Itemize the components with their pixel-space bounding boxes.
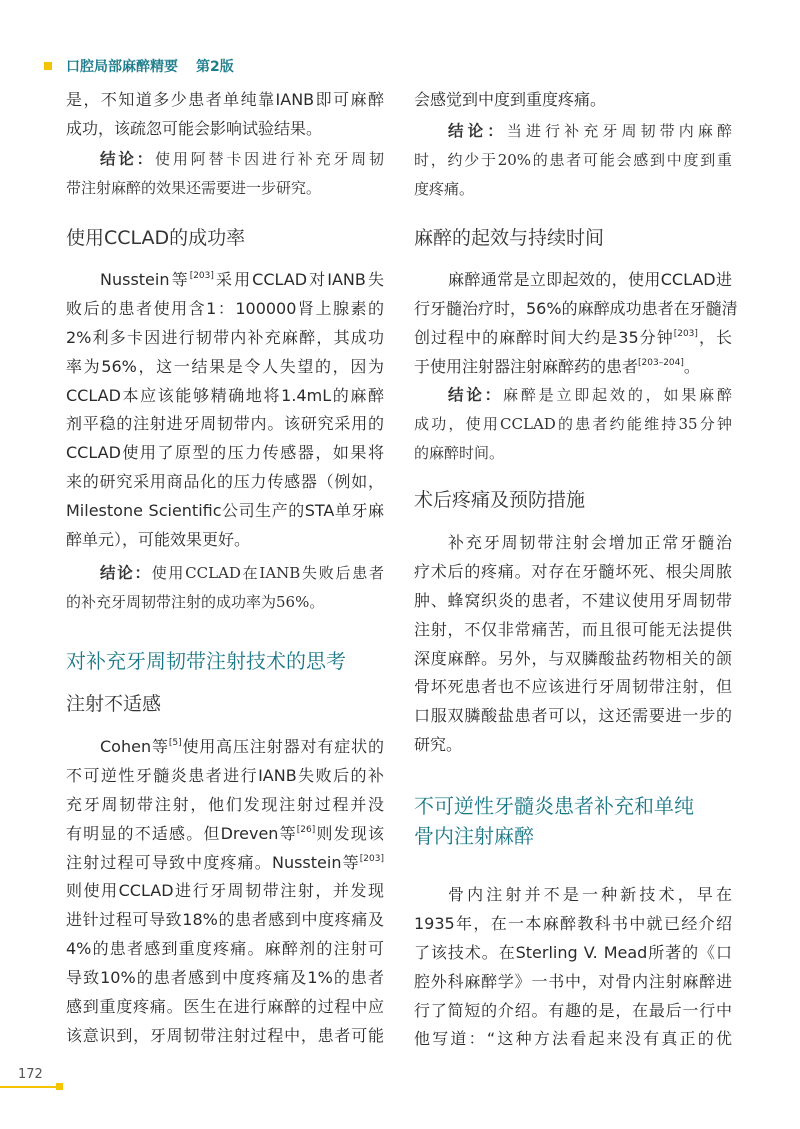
text-segment: 麻醉通常是立即起效的，使用CCLAD进 xyxy=(448,270,732,289)
paragraph xyxy=(414,86,732,115)
text-segment: 成功，该疏忽可能会影响试验结果。 xyxy=(66,118,323,138)
citation-reference: [203–204] xyxy=(638,357,684,368)
text-segment: 的补充牙周韧带注射的成功率为56%。 xyxy=(66,592,325,611)
conclusion-label: 结论： xyxy=(448,122,507,140)
text-line xyxy=(414,529,732,558)
text-line xyxy=(414,731,732,760)
text-segment: 感到重度疼痛。医生在进行麻醉的过程中应 xyxy=(66,997,384,1017)
heading-text: 对补充牙周韧带注射技术的思考 xyxy=(66,649,346,673)
text-line xyxy=(66,115,384,144)
text-line xyxy=(414,997,732,1026)
heading-text: 注射不适感 xyxy=(66,693,162,715)
conclusion-paragraph xyxy=(414,117,732,204)
text-line xyxy=(66,993,384,1022)
paragraph xyxy=(414,881,732,1054)
text-segment: 不可逆性牙髓炎患者进行IANB失败后的补 xyxy=(66,765,384,785)
text-line xyxy=(66,559,384,588)
text-segment: 导致10%的患者感到中度疼痛及1%的患者 xyxy=(66,968,384,988)
text-line xyxy=(66,468,384,497)
text-segment: 则使用CCLAD进行牙周韧带注射，并发现 xyxy=(66,881,384,901)
citation-reference: [203] xyxy=(189,271,214,281)
citation-reference: [5] xyxy=(168,738,182,748)
text-segment: 使用阿替卡因进行补充牙周韧 xyxy=(155,150,384,168)
text-segment: Milestone Scientific公司生产的STA单牙麻 xyxy=(66,501,384,521)
text-line xyxy=(414,881,732,910)
page-number: 172 xyxy=(18,1067,43,1082)
book-title: 口腔局部麻醉精要 xyxy=(66,59,178,75)
text-line xyxy=(414,616,732,645)
edition-label: 第2版 xyxy=(196,59,234,75)
text-segment: 行了简短的介绍。有趣的是，在最后一行中 xyxy=(414,1000,732,1020)
text-segment: 创过程中的麻醉时间大约是35分钟 xyxy=(414,327,674,347)
text-segment: 他写道：“这种方法看起来没有真正的优 xyxy=(414,1029,732,1049)
text-segment: 行牙髓治疗时，56%的麻醉成功患者在牙髓清 xyxy=(414,298,738,318)
text-line xyxy=(414,86,732,115)
text-segment: 败后的患者使用含1：100000肾上腺素的 xyxy=(66,298,384,318)
text-segment: 。 xyxy=(683,356,700,376)
text-line xyxy=(414,673,732,702)
subsection-heading xyxy=(414,224,732,252)
text-segment: 则发现该 xyxy=(315,823,384,843)
text-segment: 该意识到，牙周韧带注射过程中，患者可能 xyxy=(66,1025,384,1045)
text-segment: CCLAD本应该能够精确地将1.4mL的麻醉 xyxy=(66,385,384,405)
text-line xyxy=(414,645,732,674)
text-segment: 有明显的不适感。但Dreven等 xyxy=(66,823,297,843)
text-line xyxy=(66,849,384,878)
paragraph xyxy=(66,86,384,144)
text-segment: 充牙周韧带注射，他们发现注射过程并没 xyxy=(66,794,384,814)
footer-rule xyxy=(0,1086,60,1088)
subsection-heading xyxy=(66,690,384,718)
text-line xyxy=(66,324,384,353)
text-line xyxy=(66,791,384,820)
text-line xyxy=(66,733,384,762)
text-segment: 来的研究采用商品化的压力传感器（例如， xyxy=(66,472,384,492)
text-line xyxy=(66,439,384,468)
citation-reference: [203] xyxy=(673,328,698,339)
text-segment: 疗术后的疼痛。对存在牙髓坏死、根尖周脓 xyxy=(414,561,732,581)
text-segment: 成功，使用CCLAD的患者约能维持35分钟 xyxy=(414,414,732,433)
text-line xyxy=(66,588,384,617)
text-segment: 的麻醉时间。 xyxy=(414,443,505,462)
paragraph xyxy=(66,733,384,1051)
text-line xyxy=(66,906,384,935)
heading-text: 术后疼痛及预防措施 xyxy=(414,489,586,511)
text-line xyxy=(414,702,732,731)
footer-marker-icon xyxy=(56,1083,63,1090)
text-segment: 2%利多卡因进行韧带内补充麻醉，其成功 xyxy=(66,327,384,347)
text-segment: 了该技术。在Sterling V. Mead所著的《口 xyxy=(414,942,732,962)
text-segment: 使用CCLAD在IANB失败后患者 xyxy=(151,564,384,582)
text-segment: 进针过程可导致18%的患者感到中度疼痛及 xyxy=(66,910,384,930)
heading-text: 使用CCLAD的成功率 xyxy=(66,227,246,249)
text-line xyxy=(66,877,384,906)
conclusion-paragraph xyxy=(414,381,732,468)
text-segment: 口服双膦酸盐患者可以，这还需要进一步的 xyxy=(414,706,732,726)
text-line xyxy=(66,1022,384,1051)
header-marker-icon xyxy=(44,62,52,70)
text-line xyxy=(66,497,384,526)
text-line xyxy=(414,939,732,968)
citation-reference: [26] xyxy=(296,824,316,835)
text-segment: 剂平稳的注射进牙周韧带内。该研究采用的 xyxy=(66,414,384,434)
conclusion-label: 结论： xyxy=(448,386,503,404)
heading-line: 不可逆性牙髓炎患者补充和单纯 xyxy=(414,794,694,818)
conclusion-label: 结论： xyxy=(100,150,155,168)
text-line xyxy=(414,968,732,997)
text-segment: 骨坏死患者也不应该进行牙周韧带注射，但 xyxy=(414,677,732,697)
text-segment: 会感觉到中度到重度疼痛。 xyxy=(414,90,607,109)
paragraph xyxy=(414,529,732,760)
text-segment: 补充牙周韧带注射会增加正常牙髓治 xyxy=(448,533,732,552)
text-line xyxy=(66,295,384,324)
heading-line: 骨内注射麻醉 xyxy=(414,824,534,848)
text-line xyxy=(66,762,384,791)
paragraph xyxy=(66,266,384,555)
text-segment: 当进行补充牙周韧带内麻醉 xyxy=(506,122,732,140)
text-line xyxy=(414,117,732,146)
text-segment: 深度麻醉。另外，与双膦酸盐药物相关的颌 xyxy=(414,648,732,668)
text-line xyxy=(66,353,384,382)
text-line xyxy=(66,174,384,203)
subsection-heading xyxy=(414,486,732,514)
conclusion-paragraph xyxy=(66,145,384,203)
text-line xyxy=(414,146,732,175)
text-line xyxy=(66,964,384,993)
conclusion-paragraph xyxy=(66,559,384,617)
heading-text: 麻醉的起效与持续时间 xyxy=(414,227,605,249)
text-line xyxy=(66,820,384,849)
text-segment: 骨内注射并不是一种新技术，早在 xyxy=(448,885,732,904)
conclusion-label: 结论： xyxy=(100,564,152,582)
text-segment: 是，不知道多少患者单纯靠IANB即可麻醉 xyxy=(66,90,384,109)
text-line xyxy=(414,381,732,410)
text-line xyxy=(414,910,732,939)
text-segment: 使用高压注射器对有症状的 xyxy=(181,737,384,756)
paragraph xyxy=(414,266,738,382)
text-segment: ，长 xyxy=(697,327,732,347)
text-segment: Cohen等 xyxy=(100,737,169,756)
text-segment: 于使用注射器注射麻醉药的患者 xyxy=(414,356,639,376)
text-segment: 醉单元），可能效果更好。 xyxy=(66,530,251,550)
text-line xyxy=(66,382,384,411)
text-line xyxy=(414,324,732,353)
citation-reference: [203] xyxy=(359,853,384,864)
text-line xyxy=(414,587,732,616)
text-line xyxy=(66,266,384,295)
text-line xyxy=(66,145,384,174)
text-segment: 麻醉是立即起效的，如果麻醉 xyxy=(503,386,732,404)
text-line xyxy=(66,410,384,439)
text-line xyxy=(66,526,384,555)
text-segment: CCLAD使用了原型的压力传感器，如果将 xyxy=(66,443,384,463)
section-heading xyxy=(414,791,732,851)
text-line xyxy=(414,295,738,324)
text-segment: 4%的患者感到重度疼痛。麻醉剂的注射可 xyxy=(66,939,384,959)
text-segment: Nusstein等 xyxy=(100,270,190,289)
subsection-heading xyxy=(66,224,384,252)
text-line xyxy=(414,1025,732,1054)
text-line xyxy=(414,353,732,382)
text-line xyxy=(414,439,732,468)
text-segment: 研究。 xyxy=(414,735,463,755)
text-segment: 注射过程可导致中度疼痛。Nusstein等 xyxy=(66,852,360,872)
text-segment: 1935年，在一本麻醉教科书中就已经介绍 xyxy=(414,913,732,933)
running-header xyxy=(44,56,234,76)
text-line xyxy=(66,935,384,964)
text-line xyxy=(414,410,732,439)
text-line xyxy=(414,266,732,295)
text-segment: 率为56%，这一结果是令人失望的，因为 xyxy=(66,356,384,376)
text-segment: 度疼痛。 xyxy=(414,179,475,198)
text-line xyxy=(66,86,384,115)
text-segment: 带注射麻醉的效果还需要进一步研究。 xyxy=(66,178,322,197)
section-heading xyxy=(66,646,384,676)
text-segment: 时，约少于20%的患者可能会感到中度到重 xyxy=(414,150,732,169)
text-segment: 采用CCLAD对IANB失 xyxy=(213,270,384,289)
text-segment: 腔外科麻醉学》一书中，对骨内注射麻醉进 xyxy=(414,971,732,991)
text-line xyxy=(414,558,732,587)
text-segment: 肿、蜂窝织炎的患者，不建议使用牙周韧带 xyxy=(414,590,732,610)
text-segment: 注射，不仅非常痛苦，而且很可能无法提供 xyxy=(414,619,732,639)
text-line xyxy=(414,175,732,204)
